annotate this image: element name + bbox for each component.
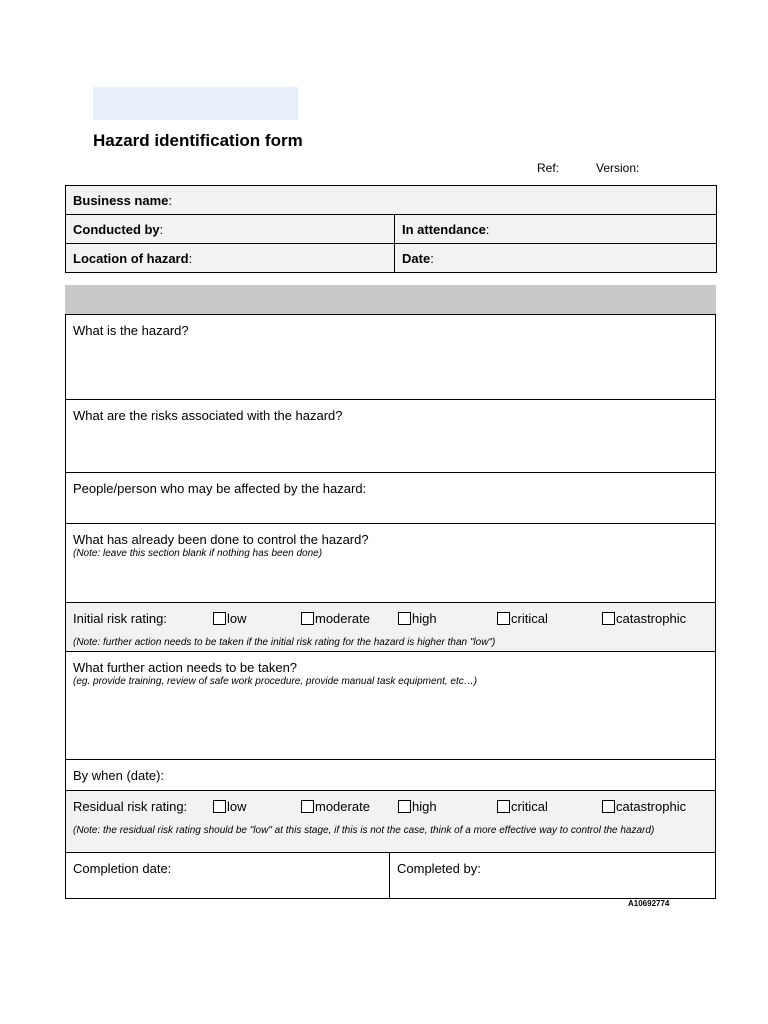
logo-placeholder <box>93 87 298 120</box>
section-divider <box>65 285 716 314</box>
hazard-form <box>65 314 716 899</box>
residual-moderate-option[interactable]: moderate <box>301 799 370 814</box>
residual-rating-label: Residual risk rating: <box>73 799 188 814</box>
residual-moderate-checkbox[interactable] <box>301 800 314 813</box>
header-table <box>65 185 717 273</box>
initial-low-checkbox[interactable] <box>213 612 226 625</box>
initial-critical-option[interactable]: critical <box>497 611 548 626</box>
in-attendance-field[interactable]: In attendance: <box>395 215 717 244</box>
people-affected-field[interactable]: People/person who may be affected by the hazard: <box>66 473 715 524</box>
initial-moderate-checkbox[interactable] <box>301 612 314 625</box>
residual-rating-note: (Note: the residual risk rating should be "low" at this stage, if this is not the case, think of a more effective way to control the hazard) <box>73 825 655 836</box>
initial-moderate-option[interactable]: moderate <box>301 611 370 626</box>
by-when-field[interactable]: By when (date): <box>66 760 715 791</box>
completed-by-field[interactable]: Completed by: <box>397 861 481 876</box>
residual-critical-option[interactable]: critical <box>497 799 548 814</box>
already-done-field[interactable]: What has already been done to control the hazard? (Note: leave this section blank if nothing has been done) <box>66 524 715 603</box>
initial-risk-rating <box>66 603 715 652</box>
further-action-field[interactable]: What further action needs to be taken? (eg. provide training, review of safe work procedure, provide manual task equipment, etc…) <box>66 652 715 760</box>
page-title: Hazard identification form <box>93 131 303 150</box>
residual-catastrophic-option[interactable]: catastrophic <box>602 799 686 814</box>
initial-rating-label: Initial risk rating: <box>73 611 167 626</box>
date-field[interactable]: Date: <box>395 244 717 273</box>
residual-low-option[interactable]: low <box>213 799 247 814</box>
initial-critical-checkbox[interactable] <box>497 612 510 625</box>
location-of-hazard-field[interactable]: Location of hazard: <box>66 244 395 273</box>
risks-field[interactable]: What are the risks associated with the hazard? <box>66 400 715 473</box>
initial-catastrophic-checkbox[interactable] <box>602 612 615 625</box>
residual-risk-rating <box>66 791 715 853</box>
completion-date-field[interactable]: Completion date: <box>66 853 390 898</box>
ref-label: Ref: <box>537 161 560 175</box>
document-code: A10692774 <box>628 899 670 908</box>
initial-rating-note: (Note: further action needs to be taken if the initial risk rating for the hazard is higher than "low") <box>73 637 496 648</box>
residual-catastrophic-checkbox[interactable] <box>602 800 615 813</box>
residual-critical-checkbox[interactable] <box>497 800 510 813</box>
residual-low-checkbox[interactable] <box>213 800 226 813</box>
business-name-field[interactable]: Business name: <box>66 186 717 215</box>
version-label: Version: <box>596 161 640 175</box>
initial-low-option[interactable]: low <box>213 611 247 626</box>
initial-high-option[interactable]: high <box>398 611 437 626</box>
what-is-hazard-field[interactable]: What is the hazard? <box>66 315 715 400</box>
completion-row <box>66 853 715 898</box>
initial-catastrophic-option[interactable]: catastrophic <box>602 611 686 626</box>
residual-high-option[interactable]: high <box>398 799 437 814</box>
residual-high-checkbox[interactable] <box>398 800 411 813</box>
conducted-by-field[interactable]: Conducted by: <box>66 215 395 244</box>
initial-high-checkbox[interactable] <box>398 612 411 625</box>
